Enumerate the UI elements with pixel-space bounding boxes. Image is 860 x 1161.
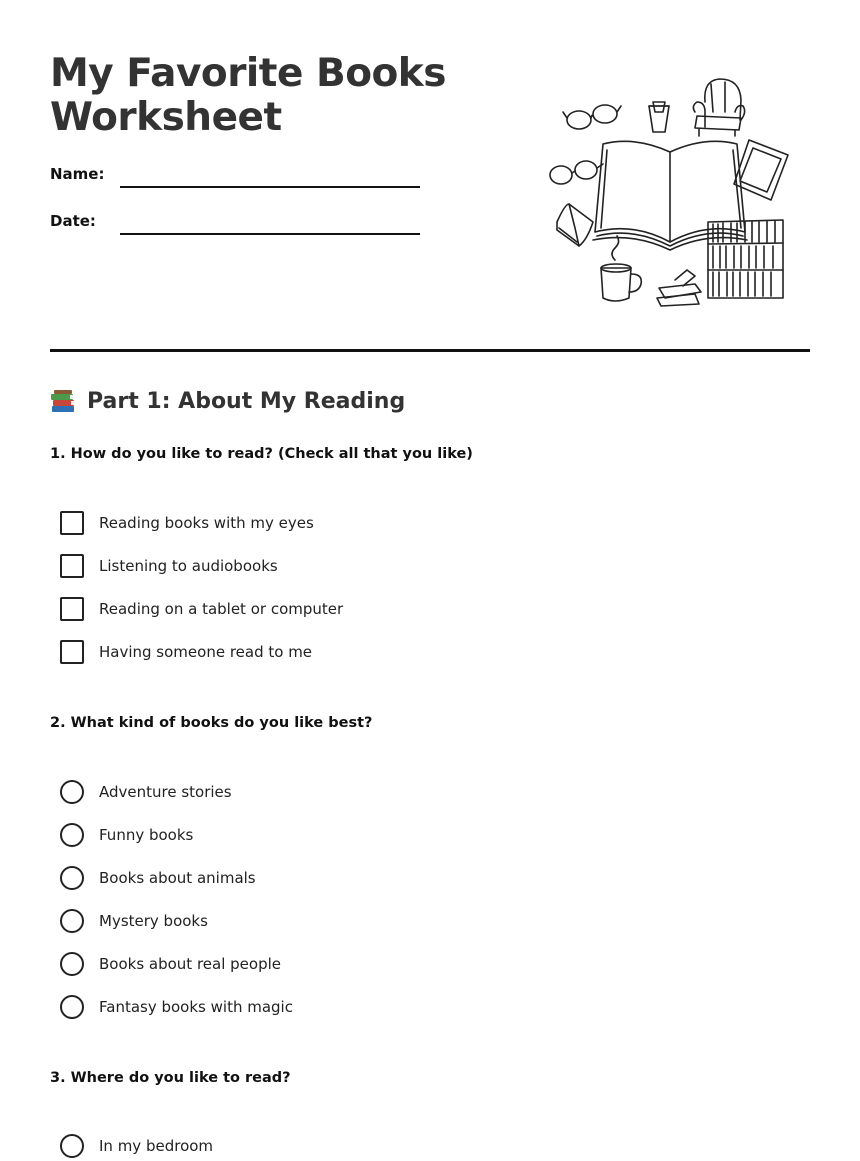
option-label: In my bedroom xyxy=(99,1137,214,1155)
radio-button[interactable] xyxy=(60,909,84,933)
option-label: Having someone read to me xyxy=(99,643,313,661)
date-label: Date: xyxy=(50,212,96,230)
option-label: Reading books with my eyes xyxy=(99,514,314,532)
bookshelf-icon xyxy=(708,220,783,298)
stacked-books-icon xyxy=(657,270,701,306)
option-label: Books about animals xyxy=(99,869,256,887)
option-label: Reading on a tablet or computer xyxy=(99,600,344,618)
option-label: Mystery books xyxy=(99,912,208,930)
question-3: 3. Where do you like to read? xyxy=(50,1070,291,1086)
section-divider xyxy=(50,349,810,352)
checkbox[interactable] xyxy=(60,597,84,621)
q2-option-6[interactable] xyxy=(60,995,293,1019)
option-label: Books about real people xyxy=(99,955,281,973)
title-line-1: My Favorite Books xyxy=(50,51,446,96)
q1-option-2[interactable] xyxy=(60,554,278,578)
worksheet-title xyxy=(50,52,446,140)
checkbox[interactable] xyxy=(60,640,84,664)
q2-option-2[interactable] xyxy=(60,823,193,847)
question-1: 1. How do you like to read? (Check all that you like) xyxy=(50,446,473,462)
q2-option-3[interactable] xyxy=(60,866,256,890)
radio-button[interactable] xyxy=(60,780,84,804)
q2-option-1[interactable] xyxy=(60,780,232,804)
question-2: 2. What kind of books do you like best? xyxy=(50,715,373,731)
glasses-icon xyxy=(550,161,603,184)
q2-option-5[interactable] xyxy=(60,952,281,976)
glasses-icon xyxy=(563,105,621,129)
radio-button[interactable] xyxy=(60,995,84,1019)
option-label: Listening to audiobooks xyxy=(99,557,278,575)
q3-option-1[interactable] xyxy=(60,1134,213,1158)
name-input-line[interactable] xyxy=(120,186,420,188)
q1-option-4[interactable] xyxy=(60,640,312,664)
q2-option-4[interactable] xyxy=(60,909,208,933)
radio-button[interactable] xyxy=(60,952,84,976)
armchair-icon xyxy=(693,79,744,136)
tablet-icon xyxy=(734,140,788,200)
checkbox[interactable] xyxy=(60,554,84,578)
reading-items-illustration xyxy=(545,72,795,312)
part-1-heading xyxy=(50,388,405,415)
part-1-heading-text: Part 1: About My Reading xyxy=(87,389,406,414)
small-book-icon xyxy=(557,204,593,246)
option-label: Funny books xyxy=(99,826,194,844)
name-label: Name: xyxy=(50,165,105,183)
radio-button[interactable] xyxy=(60,1134,84,1158)
radio-button[interactable] xyxy=(60,866,84,890)
coffee-mug-icon xyxy=(601,236,641,301)
books-stack-icon xyxy=(50,388,77,415)
title-line-2: Worksheet xyxy=(50,95,282,140)
q1-option-3[interactable] xyxy=(60,597,343,621)
option-label: Fantasy books with magic xyxy=(99,998,293,1016)
q1-option-1[interactable] xyxy=(60,511,314,535)
checkbox[interactable] xyxy=(60,511,84,535)
radio-button[interactable] xyxy=(60,823,84,847)
date-input-line[interactable] xyxy=(120,233,420,235)
option-label: Adventure stories xyxy=(99,783,232,801)
open-book-icon xyxy=(593,141,747,250)
cup-icon xyxy=(649,102,669,132)
